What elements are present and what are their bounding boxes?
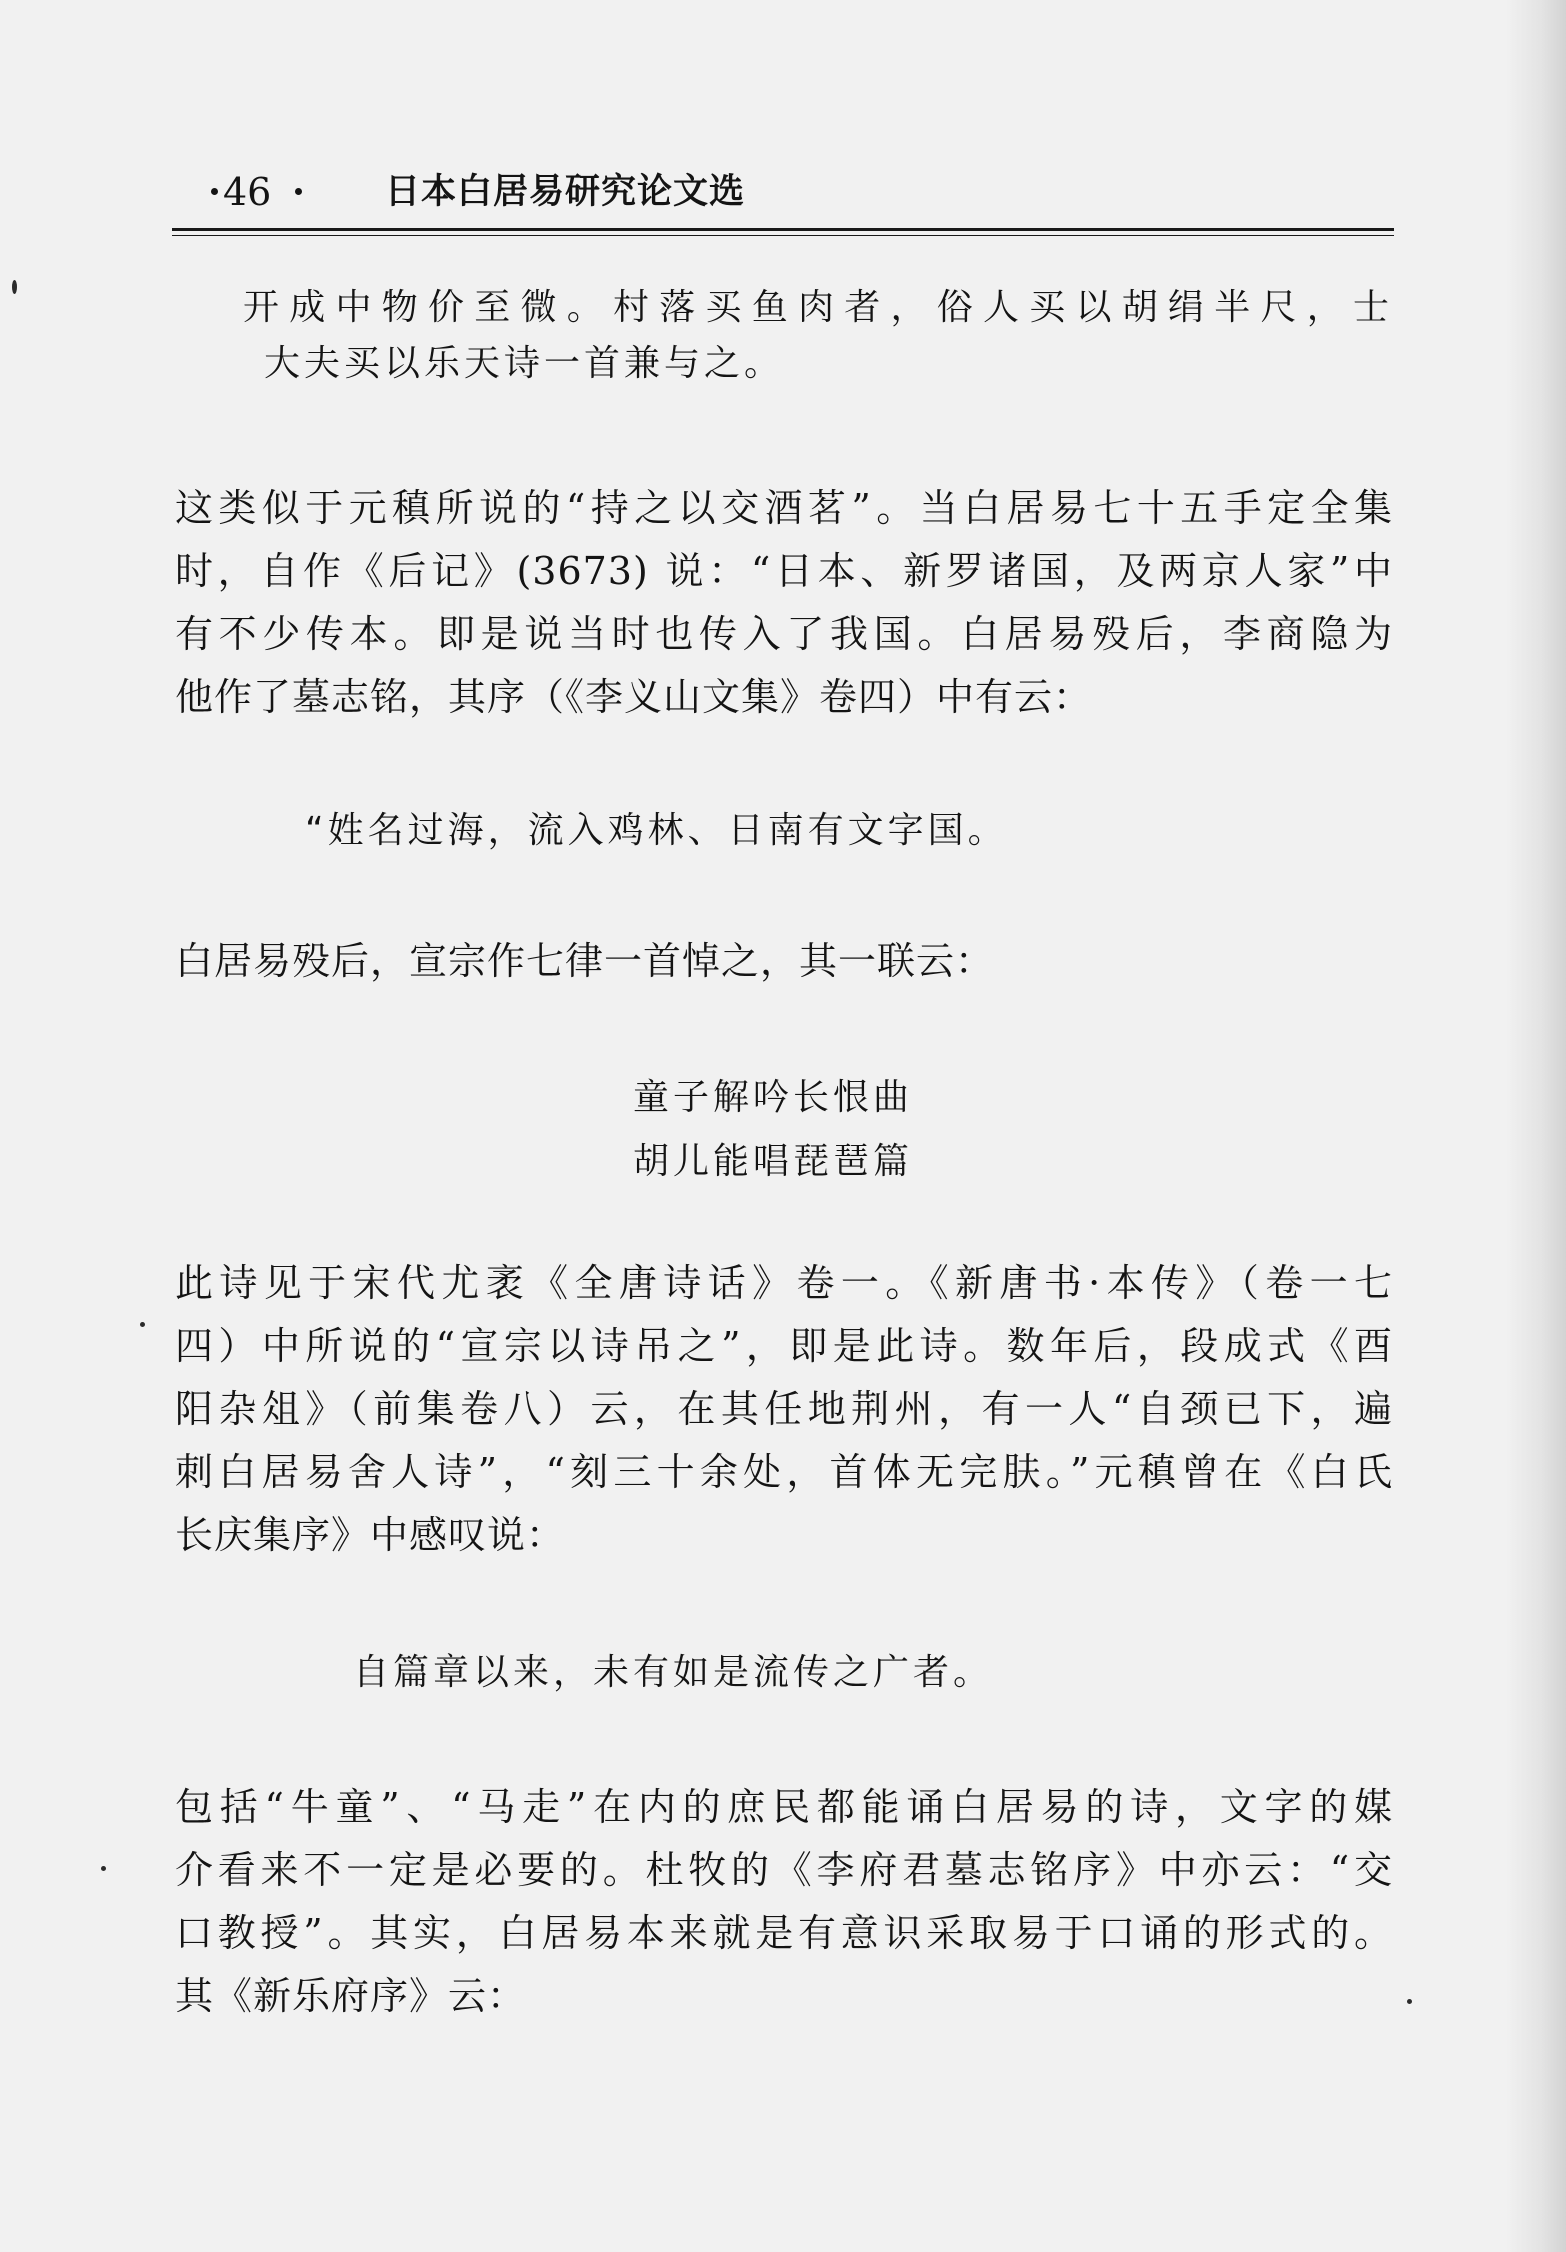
paragraph-line: 阳杂俎》（前集卷八）云，在其任地荆州，有一人“自颈已下，遍 bbox=[175, 1387, 1393, 1431]
paragraph-line: 他作了墓志铭，其序（《李义山文集》卷四）中有云： bbox=[175, 675, 1093, 719]
poem-line: 胡儿能唱琵琶篇 bbox=[633, 1141, 914, 1182]
quote-block-2 bbox=[305, 803, 1205, 859]
torn-page-edge bbox=[1506, 0, 1566, 2252]
paragraph-line: 口教授”。其实，白居易本来就是有意识采取易于口诵的形式的。 bbox=[175, 1911, 1393, 1955]
page-number-dot-right bbox=[295, 188, 302, 195]
paragraph-line: 四）中所说的“宣宗以诗吊之”，即是此诗。数年后，段成式《酉 bbox=[175, 1324, 1393, 1368]
paragraph-3 bbox=[175, 1252, 1393, 1567]
quote-line: 开成中物价至微。村落买鱼肉者，俗人买以胡绢半尺，士 bbox=[243, 287, 1393, 328]
quote-block-1 bbox=[243, 280, 1393, 392]
paragraph-line: 此诗见于宋代尤袤《全唐诗话》卷一。《新唐书·本传》（卷一七 bbox=[175, 1261, 1393, 1305]
page-number-dot-left bbox=[211, 188, 218, 195]
paragraph-line: 这类似于元稹所说的“持之以交酒茗”。当白居易七十五手定全集 bbox=[175, 486, 1393, 530]
paragraph-1 bbox=[175, 477, 1393, 729]
quote-line: 大夫买以乐天诗一首兼与之。 bbox=[264, 343, 785, 384]
paragraph-line: 包括“牛童”、“马走”在内的庶民都能诵白居易的诗，文字的媒 bbox=[175, 1785, 1393, 1829]
poem-couplet bbox=[633, 1066, 1073, 1194]
header-rule-thin bbox=[172, 235, 1394, 236]
poem-line: 童子解吟长恨曲 bbox=[633, 1077, 914, 1118]
quote-line: “姓名过海，流入鸡林、日南有文字国。 bbox=[305, 810, 1008, 851]
page-header bbox=[175, 168, 1395, 228]
running-title: 日本白居易研究论文选 bbox=[385, 172, 746, 212]
scan-speck bbox=[12, 280, 17, 294]
quote-line: 自篇章以来，未有如是流传之广者。 bbox=[353, 1652, 994, 1693]
page-number bbox=[223, 168, 271, 216]
paragraph-line: 介看来不一定是必要的。杜牧的《李府君墓志铭序》中亦云：“交 bbox=[175, 1848, 1393, 1892]
scan-speck bbox=[1407, 1999, 1412, 2004]
scan-speck bbox=[101, 1866, 106, 1871]
paragraph-line: 其《新乐府序》云： bbox=[175, 1974, 527, 2018]
header-rule-thick bbox=[172, 228, 1394, 231]
paragraph-line: 刺白居易舍人诗”，“刻三十余处，首体无完肤。”元稹曾在《白氏 bbox=[175, 1450, 1393, 1494]
paragraph-line: 长庆集序》中感叹说： bbox=[175, 1513, 566, 1557]
quote-block-3 bbox=[353, 1645, 1253, 1701]
paragraph-line: 时，自作《后记》(3673) 说：“日本、新罗诸国，及两京人家”中 bbox=[175, 549, 1393, 593]
paragraph-2 bbox=[175, 930, 1393, 993]
paragraph-line: 有不少传本。即是说当时也传入了我国。白居易殁后，李商隐为 bbox=[175, 612, 1393, 656]
page-number-value: 46 bbox=[223, 170, 272, 214]
paragraph-line: 白居易殁后，宣宗作七律一首悼之，其一联云： bbox=[175, 939, 995, 983]
paragraph-4 bbox=[175, 1776, 1393, 2028]
scan-speck bbox=[140, 1322, 145, 1327]
